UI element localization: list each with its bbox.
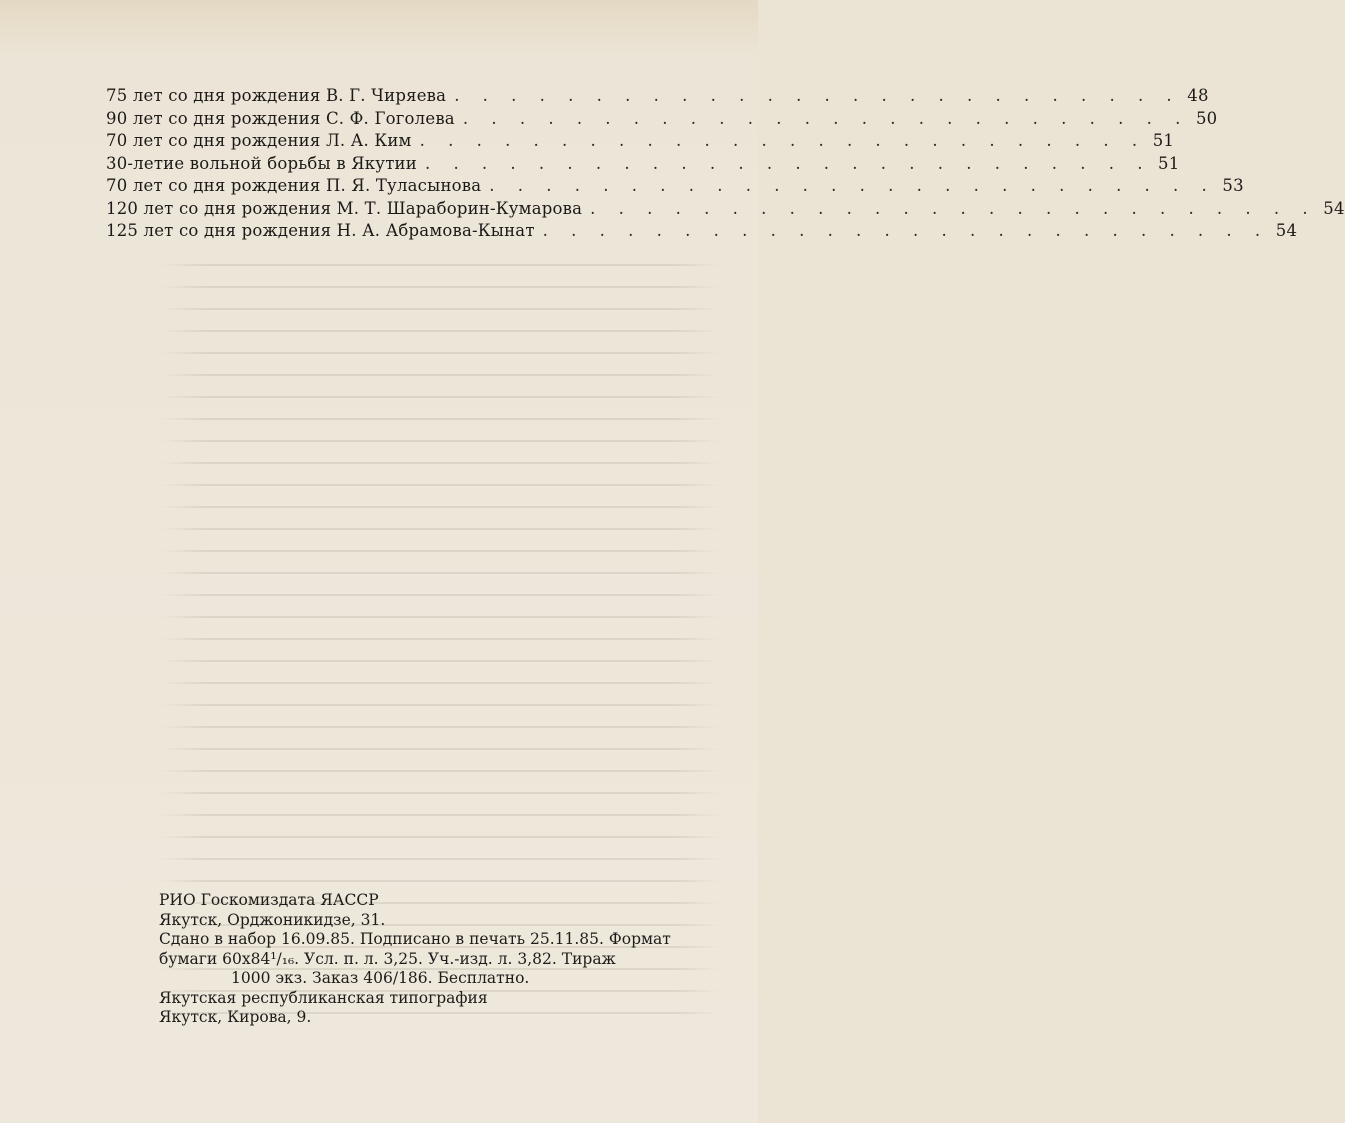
- toc-entry: [106, 198, 1345, 222]
- imprint-publisher: РИО Госкомиздата ЯАССР: [159, 891, 379, 909]
- imprint-dates-format: Сдано в набор 16.09.85. Подписано в печать 25.11.85. Формат: [159, 930, 671, 948]
- toc-entry-title: 70 лет со дня рождения П. Я. Туласынова: [106, 176, 482, 195]
- toc-entry-title: 90 лет со дня рождения С. Ф. Гоголева: [106, 108, 455, 128]
- toc-leader-dots: . . . . . . . . . . . . . . . . . . . . . . . . . .: [462, 108, 1190, 128]
- toc-entry-title: 125 лет со дня рождения Н. А. Абрамова-Кынат: [106, 221, 535, 240]
- imprint-printer: Якутская республиканская типография: [159, 988, 488, 1007]
- publisher-imprint: [159, 891, 709, 1028]
- toc-entry-page: 48: [1187, 86, 1209, 105]
- toc-entry: [106, 108, 1218, 132]
- toc-leader-dots: . . . . . . . . . . . . . . . . . . . . . . . . . .: [590, 198, 1317, 218]
- toc-entry-page: 51: [1158, 153, 1180, 173]
- toc-entry-title: 30-летие вольной борьбы в Якутии: [106, 153, 417, 173]
- imprint-paper-specs: бумаги 60х84¹/₁₆. Усл. п. л. 3,25. Уч.-изд. л. 3,82. Тираж: [159, 949, 616, 968]
- toc-entry-title: 120 лет со дня рождения М. Т. Шараборин-Кумарова: [106, 198, 583, 218]
- toc-entry: [106, 221, 1298, 244]
- toc-entry: [106, 176, 1244, 199]
- toc-entry: [106, 86, 1209, 109]
- toc-leader-dots: . . . . . . . . . . . . . . . . . . . . . . . . . .: [542, 221, 1270, 240]
- toc-entry: [106, 131, 1175, 154]
- toc-entry-page: 53: [1222, 176, 1244, 195]
- toc-entry-page: 50: [1195, 108, 1218, 128]
- toc-leader-dots: . . . . . . . . . . . . . . . . . . . . . . . . . .: [489, 176, 1216, 195]
- toc-entry-title: 70 лет со дня рождения Л. А. Ким: [106, 131, 412, 150]
- imprint-publisher-address: Якутск, Орджоникидзе, 31.: [159, 910, 386, 929]
- toc-entry-page: 54: [1275, 221, 1298, 240]
- toc-leader-dots: . . . . . . . . . . . . . . . . . . . . . . . . . .: [419, 131, 1147, 150]
- imprint-printer-address: Якутск, Кирова, 9.: [159, 1008, 312, 1026]
- toc-entry-title: 75 лет со дня рождения В. Г. Чиряева: [106, 86, 447, 105]
- imprint-print-run: 1000 экз. Заказ 406/186. Бесплатно.: [231, 969, 530, 987]
- toc-entry-page: 51: [1152, 131, 1175, 150]
- table-of-contents: [106, 86, 1345, 244]
- toc-leader-dots: . . . . . . . . . . . . . . . . . . . . . . . . . .: [454, 86, 1181, 105]
- toc-entry: [106, 153, 1180, 177]
- toc-leader-dots: . . . . . . . . . . . . . . . . . . . . . . . . . .: [424, 153, 1152, 173]
- toc-entry-page: 54: [1323, 198, 1345, 218]
